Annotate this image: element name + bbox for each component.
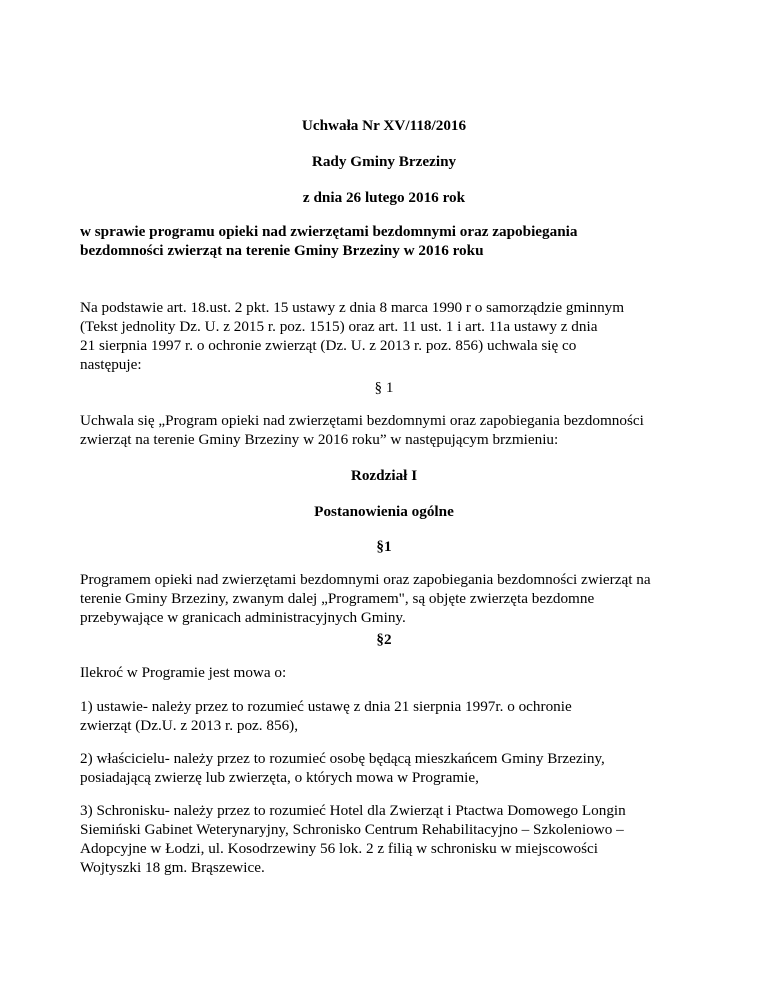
program-section-1-line: przebywające w granicach administracyjnych Gminy. xyxy=(80,609,406,626)
definition-line: Siemiński Gabinet Weterynaryjny, Schronisko Centrum Rehabilitacyjno – Szkoleniowo – xyxy=(80,821,624,838)
definition-line: 1) ustawie- należy przez to rozumieć ustawę z dnia 21 sierpnia 1997r. o ochronie xyxy=(80,698,572,715)
program-section-2-sign: §2 xyxy=(376,631,392,648)
definition-line: 3) Schronisku- należy przez to rozumieć Hotel dla Zwierząt i Ptactwa Domowego Longin xyxy=(80,802,626,819)
program-section-1-text xyxy=(80,570,700,627)
program-section-1-line: terenie Gminy Brzeziny, zwanym dalej „Programem", są objęte zwierzęta bezdomne xyxy=(80,590,595,607)
definition-item-2 xyxy=(80,749,700,787)
definition-line: zwierząt (Dz.U. z 2013 r. poz. 856), xyxy=(80,717,299,734)
resolution-subject xyxy=(80,222,700,260)
preamble-line: Na podstawie art. 18.ust. 2 pkt. 15 ustawy z dnia 8 marca 1990 r o samorządzie gminnym xyxy=(80,299,625,316)
subject-line: w sprawie programu opieki nad zwierzętami bezdomnymi oraz zapobiegania xyxy=(80,223,578,240)
chapter-subtitle: Postanowienia ogólne xyxy=(314,503,454,520)
section-1-line: zwierząt na terenie Gminy Brzeziny w 2016 roku” w następującym brzmieniu: xyxy=(80,431,559,448)
definition-line: posiadającą zwierzę lub zwierzęta, o których mowa w Programie, xyxy=(80,769,479,786)
program-section-1-line: Programem opieki nad zwierzętami bezdomnymi oraz zapobiegania bezdomności zwierząt na xyxy=(80,571,651,588)
definition-item-3 xyxy=(80,801,700,877)
subject-line: bezdomności zwierząt na terenie Gminy Brzeziny w 2016 roku xyxy=(80,242,484,259)
definition-line: Adopcyjne w Łodzi, ul. Kosodrzewiny 56 lok. 2 z filią w schronisku w miejscowości xyxy=(80,840,598,857)
section-1-line: Uchwala się „Program opieki nad zwierzętami bezdomnymi oraz zapobiegania bezdomności xyxy=(80,412,644,429)
section-1-text xyxy=(80,411,700,449)
program-section-2-intro: Ilekroć w Programie jest mowa o: xyxy=(80,664,287,681)
definition-line: 2) właścicielu- należy przez to rozumieć osobę będącą mieszkańcem Gminy Brzeziny, xyxy=(80,750,605,767)
definition-line: Wojtyszki 18 gm. Brąszewice. xyxy=(80,859,265,876)
definition-item-1 xyxy=(80,697,700,735)
resolution-number: Uchwała Nr XV/118/2016 xyxy=(301,117,467,134)
preamble-line: następuje: xyxy=(80,356,142,373)
preamble-line: 21 sierpnia 1997 r. o ochronie zwierząt (Dz. U. z 2013 r. poz. 856) uchwala się co xyxy=(80,337,577,354)
program-section-1-sign: §1 xyxy=(376,538,392,555)
resolution-date: z dnia 26 lutego 2016 rok xyxy=(302,189,466,206)
council-name: Rady Gminy Brzeziny xyxy=(311,153,457,170)
chapter-title: Rozdział I xyxy=(350,467,418,484)
section-1-sign: § 1 xyxy=(374,379,394,396)
preamble xyxy=(80,298,700,374)
preamble-line: (Tekst jednolity Dz. U. z 2015 r. poz. 1515) oraz art. 11 ust. 1 i art. 11a ustawy z dnia xyxy=(80,318,598,335)
